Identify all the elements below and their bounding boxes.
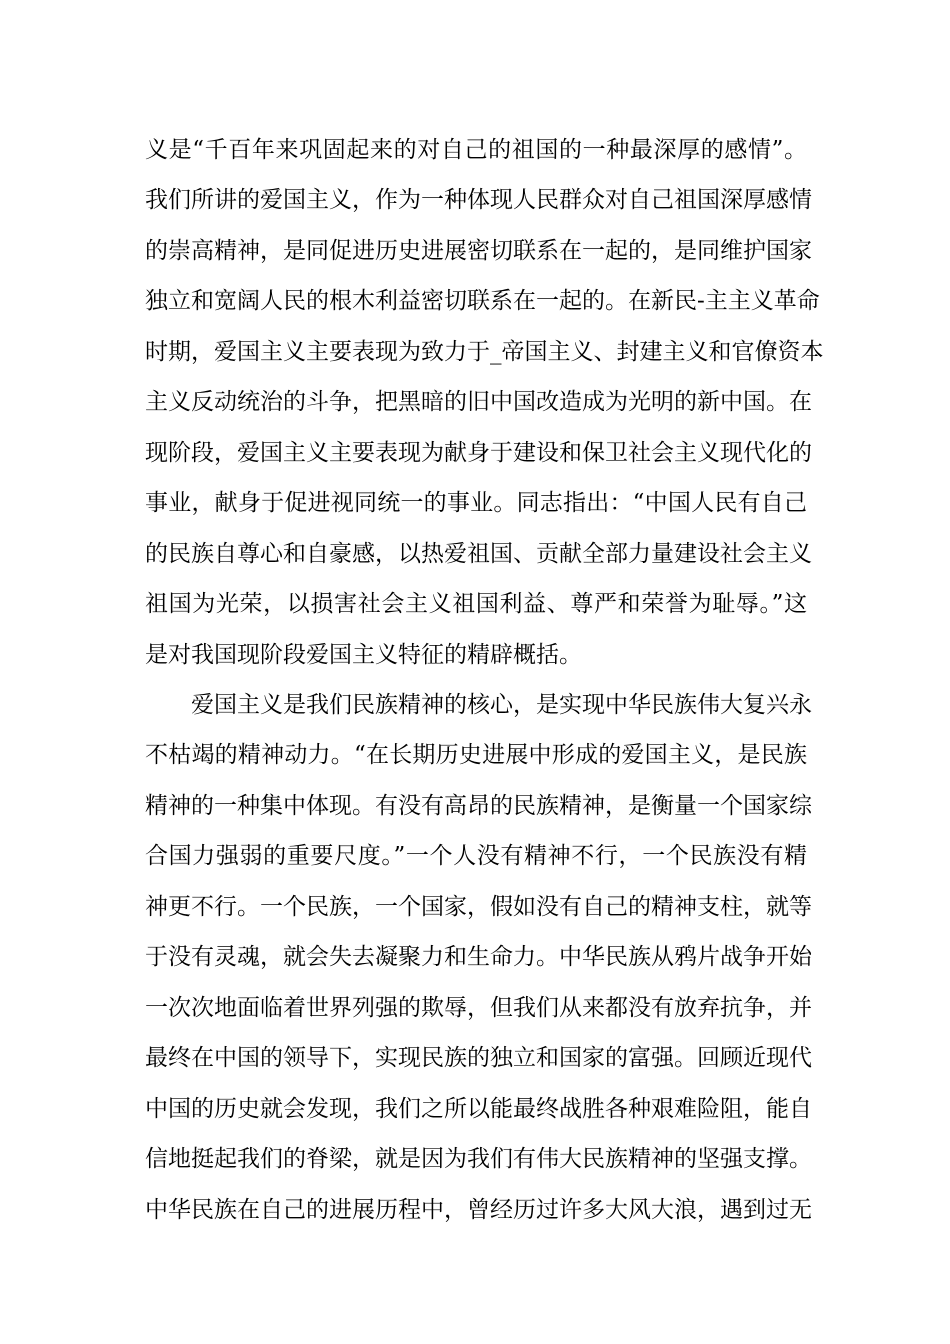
paragraph-end-line: 是对我国现阶段爱国主义特征的精辟概括。 bbox=[145, 642, 582, 668]
text-line: 时期，爱国主义主要表现为致力于_帝国主义、封建主义和官僚资本 bbox=[145, 339, 824, 365]
text-line: 信地挺起我们的脊梁，就是因为我们有伟大民族精神的坚强支撑。 bbox=[145, 1146, 812, 1172]
text-line: 一次次地面临着世界列强的欺辱，但我们从来都没有放弃抗争，并 bbox=[145, 995, 812, 1021]
text-line: 不枯竭的精神动力。“在长期历史进展中形成的爱国主义，是民族 bbox=[145, 742, 807, 768]
text-line: 的崇高精神，是同促进历史进展密切联系在一起的，是同维护国家 bbox=[145, 238, 812, 264]
text-line: 祖国为光荣，以损害社会主义祖国利益、尊严和荣誉为耻辱。”这 bbox=[145, 591, 807, 617]
text-line: 神更不行。一个民族，一个国家，假如没有自己的精神支柱，就等 bbox=[145, 894, 812, 920]
text-line: 现阶段，爱国主义主要表现为献身于建设和保卫社会主义现代化的 bbox=[145, 440, 812, 466]
text-line: 独立和宽阔人民的根木利益密切联系在一起的。在新民-主主义革命 bbox=[145, 288, 820, 314]
text-line: 中国的历史就会发现，我们之所以能最终战胜各种艰难险阻，能自 bbox=[145, 1096, 812, 1122]
paragraph-first-line: 爱国主义是我们民族精神的核心，是实现中华民族伟大复兴永 bbox=[191, 692, 812, 718]
text-line: 中华民族在自己的进展历程中，曾经历过许多大风大浪，遇到过无 bbox=[145, 1197, 812, 1223]
text-line: 的民族自尊心和自豪感，以热爱祖国、贡献全部力量建设社会主义 bbox=[145, 541, 812, 567]
text-line: 主义反动统治的斗争，把黑暗的旧中国改造成为光明的新中国。在 bbox=[145, 389, 812, 415]
text-line: 合国力强弱的重要尺度。”一个人没有精神不行，一个民族没有精 bbox=[145, 843, 807, 869]
text-line: 我们所讲的爱国主义，作为一种体现人民群众对自己祖国深厚感情 bbox=[145, 187, 812, 213]
text-line: 于没有灵魂，就会失去凝聚力和生命力。中华民族从鸦片战争开始 bbox=[145, 944, 812, 970]
text-line: 精神的一种集中体现。有没有高昂的民族精神，是衡量一个国家综 bbox=[145, 793, 812, 819]
text-line: 事业，献身于促进视同统一的事业。同志指出：“中国人民有自己 bbox=[145, 490, 807, 516]
text-line: 最终在中国的领导下，实现民族的独立和国家的富强。回顾近现代 bbox=[145, 1045, 812, 1071]
text-line: 义是“千百年来巩固起来的对自己的祖国的一种最深厚的感情”。 bbox=[145, 137, 807, 163]
